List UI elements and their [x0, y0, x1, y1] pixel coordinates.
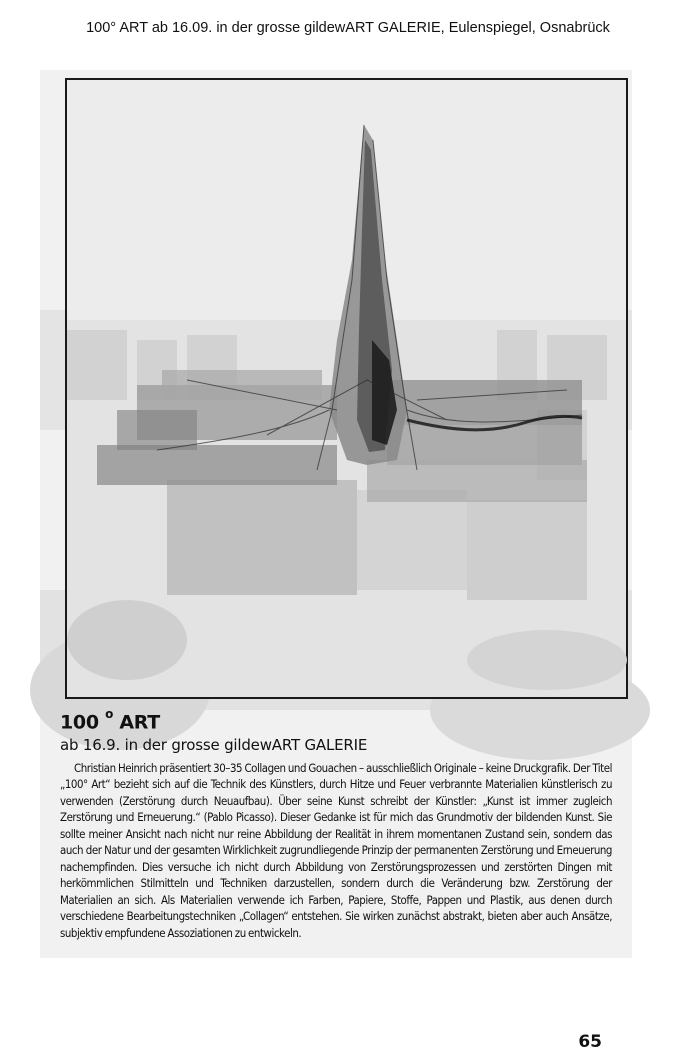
- article-title: [60, 707, 160, 734]
- article-title-degree: o: [105, 707, 114, 721]
- collage-artwork: [65, 78, 628, 699]
- page-number: 65: [578, 1032, 602, 1052]
- article-title-word: ART: [119, 711, 160, 734]
- collage-illustration: [67, 80, 626, 697]
- article-subtitle: ab 16.9. in der grosse gildewART GALERIE: [60, 736, 368, 754]
- page-caption: 100° ART ab 16.09. in der grosse gildewART GALERIE, Eulenspiegel, Osnabrück: [86, 20, 610, 36]
- article-body: [60, 760, 612, 941]
- article-body-paragraph: Christian Heinrich präsentiert 30–35 Collagen und Gouachen – ausschließlich Originale – keine Druckgrafik. Der Titel „100° Art“ bezieht sich auf die Technik des Künstlers, durch Hitze und Feuer verbrannte Materialien künstlerisch zu verwenden (Zerstörung durch Neuaufbau). Über seine Kunst schreibt der Künstler: „Kunst ist immer zugleich Zerstörung und Erneuerung.“ (Pablo Picasso). Dieser Gedanke ist für mich das Grundmotiv der bildenden Kunst. Sie sollte meiner Ansicht nach nicht nur reine Abbildung der Realität in ihrem momentanen Zustand sein, sondern das auch der Natur und der gesamten Wirklichkeit zugrundliegende Prinzip der permanenten Zerstörung und Erneuerung nachempfinden. Dies versuche ich nicht durch Abbildung von Zerstörungsprozessen und zerstörten Dingen mit herkömmlichen Stilmitteln und Techniken darzustellen, sondern durch die Veränderung bzw. Zerstörung der Materialien an sich. Als Materialien verwende ich Farben, Papiere, Stoffe, Pappen und Plastik, aus denen durch verschiedene Bearbeitungstechniken „Collagen“ entstehen. Sie wirken zunächst abstrakt, bieten aber auch Ansätze, subjektiv empfundene Assoziationen zu entwickeln.: [60, 761, 612, 940]
- article-title-number: 100: [60, 711, 99, 734]
- magazine-page-scan: [40, 70, 632, 1052]
